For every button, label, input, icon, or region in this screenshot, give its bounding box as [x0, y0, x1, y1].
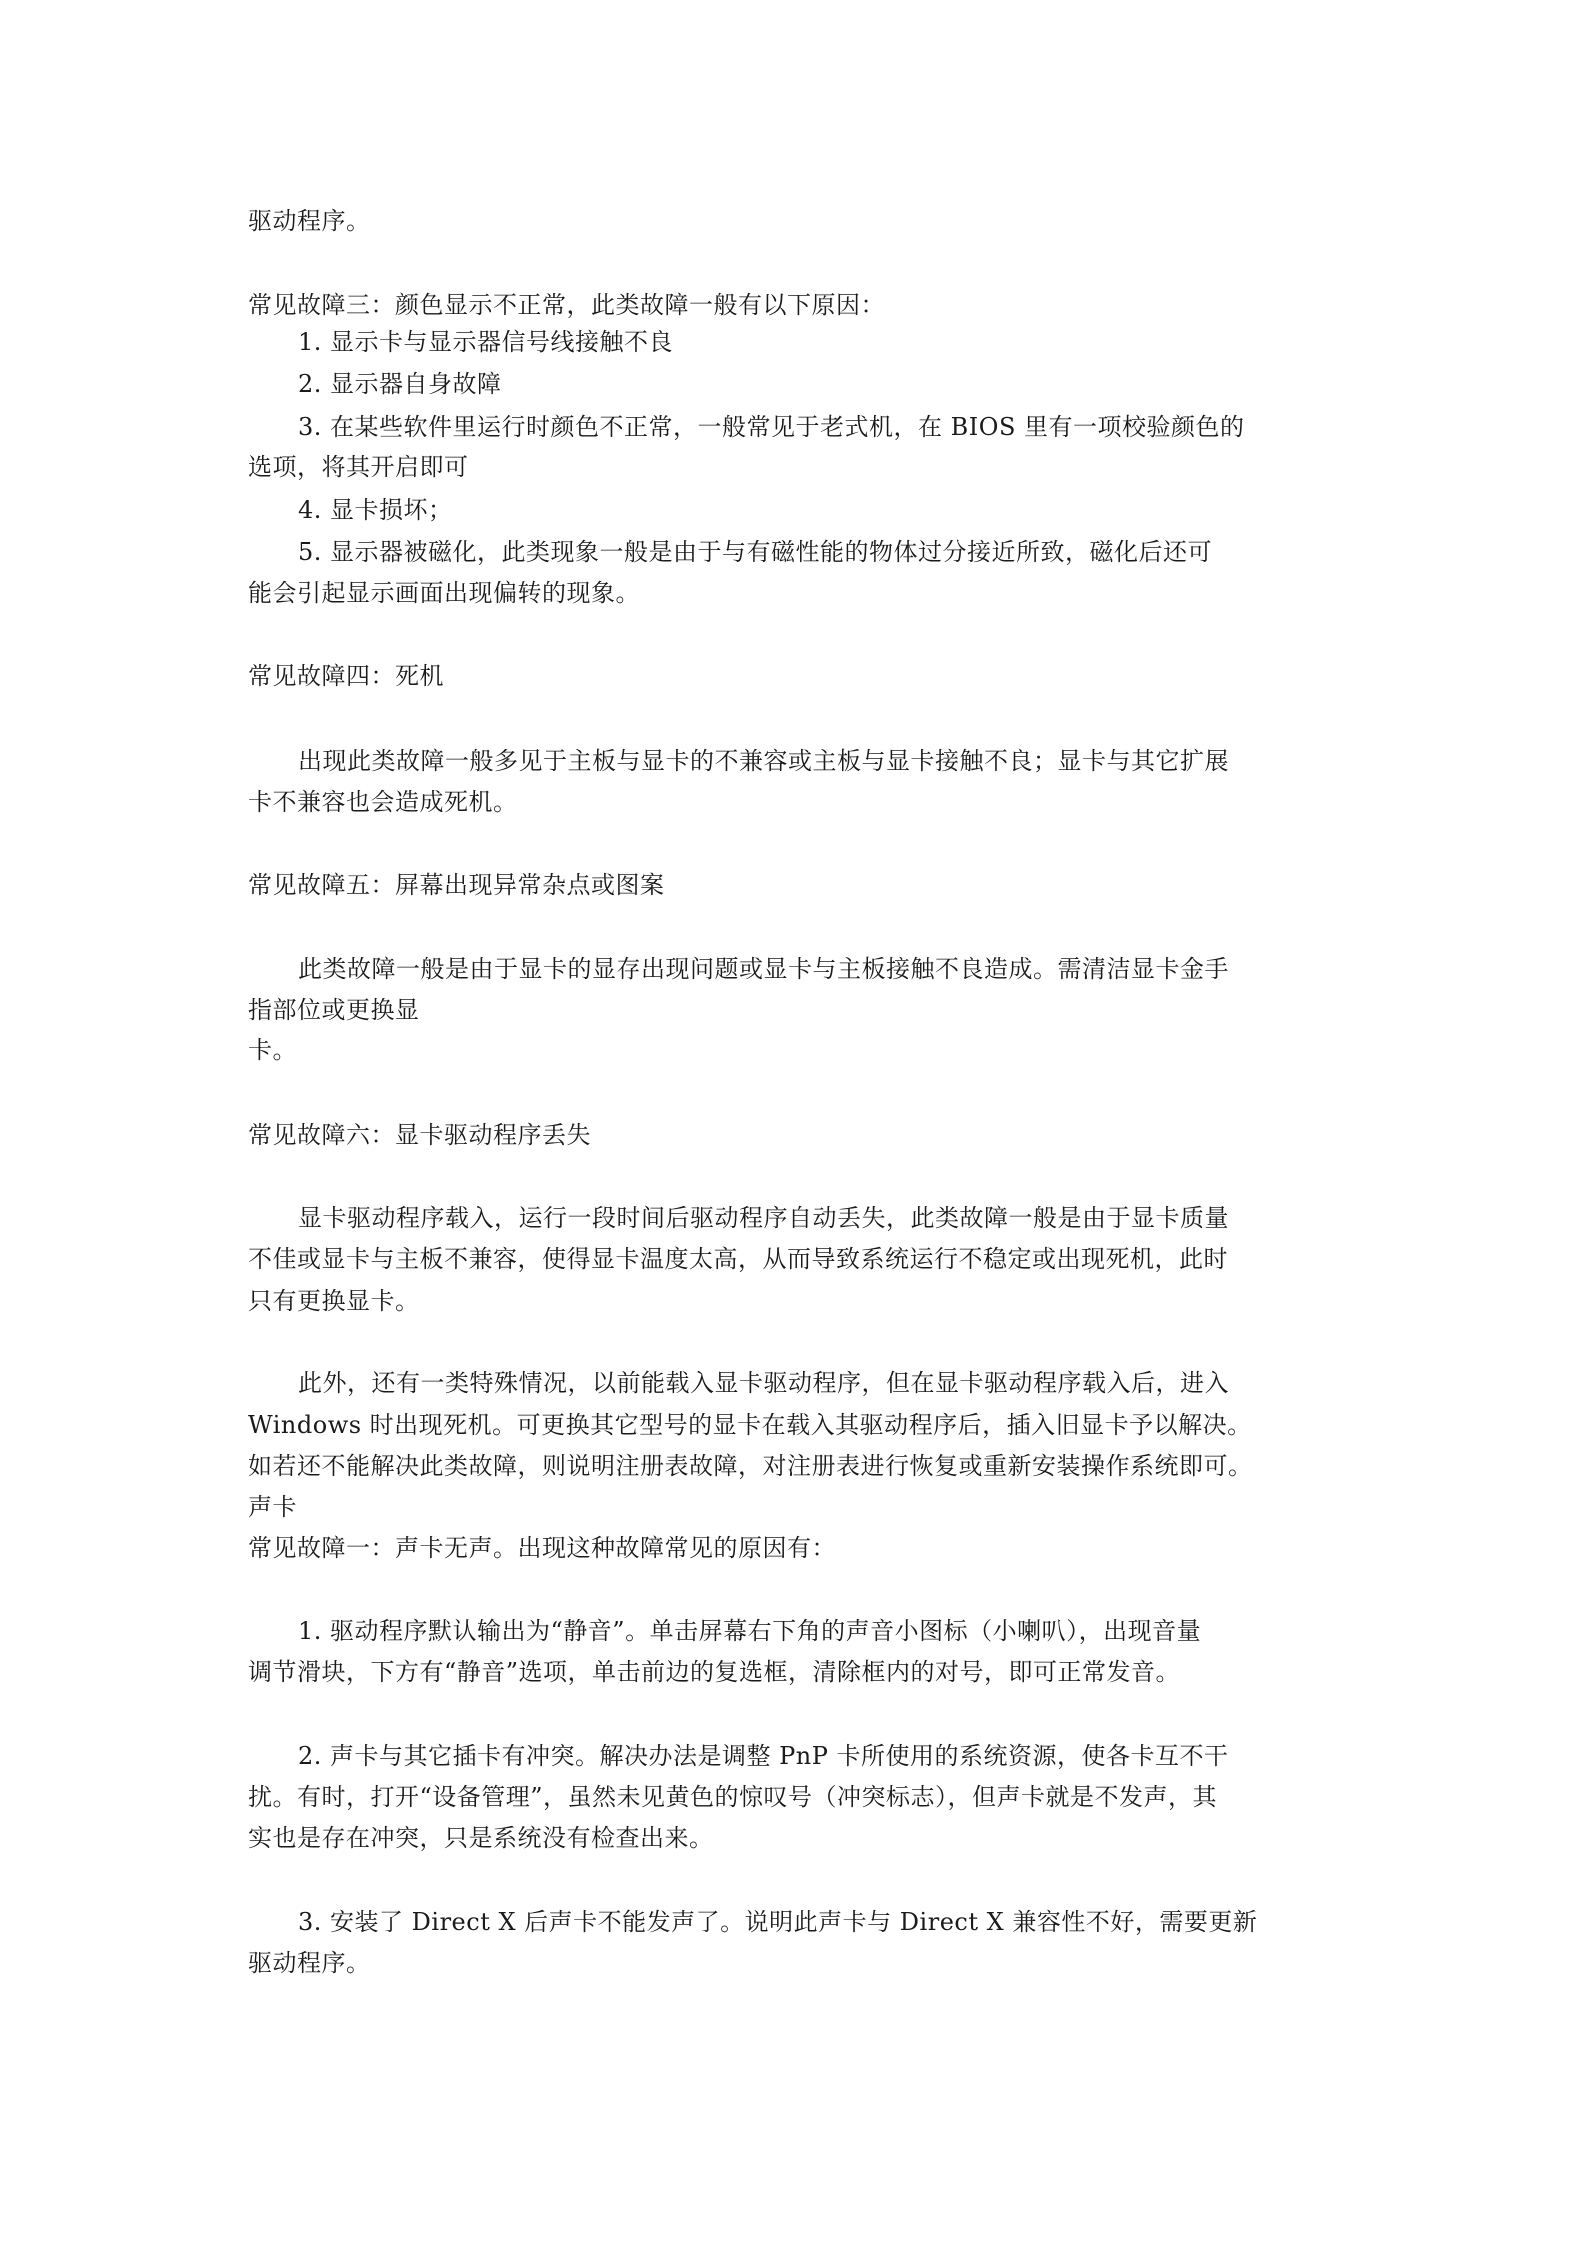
paragraph-line: 不佳或显卡与主板不兼容，使得显卡温度太高，从而导致系统运行不稳定或出现死机，此时 [248, 1245, 1228, 1273]
paragraph-line: 扰。有时，打开“设备管理”，虽然未见黄色的惊叹号（冲突标志），但声卡就是不发声，其 [248, 1783, 1218, 1811]
paragraph-line: 1. 驱动程序默认输出为“静音”。单击屏幕右下角的声音小图标（小喇叭），出现音量 [298, 1617, 1202, 1645]
paragraph-line: 此类故障一般是由于显卡的显存出现问题或显卡与主板接触不良造成。需清洁显卡金手 [298, 955, 1229, 983]
paragraph-line: 显卡驱动程序载入，运行一段时间后驱动程序自动丢失，此类故障一般是由于显卡质量 [298, 1204, 1229, 1232]
section-heading: 常见故障三：颜色显示不正常，此类故障一般有以下原因： [248, 291, 885, 319]
paragraph-line: 只有更换显卡。 [248, 1287, 420, 1315]
paragraph-line: 调节滑块，下方有“静音”选项，单击前边的复选框，清除框内的对号，即可正常发音。 [248, 1658, 1181, 1686]
paragraph-line: 指部位或更换显 [248, 996, 420, 1024]
section-heading: 常见故障五：屏幕出现异常杂点或图案 [248, 871, 665, 899]
list-item: 1. 显示卡与显示器信号线接触不良 [298, 328, 674, 356]
paragraph-line: Windows 时出现死机。可更换其它型号的显卡在载入其驱动程序后，插入旧显卡予以解决。 [248, 1411, 1252, 1439]
list-item: 5. 显示器被磁化，此类现象一般是由于与有磁性能的物体过分接近所致，磁化后还可 [298, 538, 1213, 566]
paragraph-line: 此外，还有一类特殊情况，以前能载入显卡驱动程序，但在显卡驱动程序载入后，进入 [298, 1369, 1229, 1397]
text-line: 选项，将其开启即可 [248, 453, 469, 481]
list-item: 4. 显卡损坏； [298, 496, 453, 524]
paragraph-line: 卡。 [248, 1036, 297, 1064]
paragraph-line: 驱动程序。 [248, 1949, 371, 1977]
paragraph-line: 实也是存在冲突，只是系统没有检查出来。 [248, 1824, 714, 1852]
list-item: 2. 显示器自身故障 [298, 370, 502, 398]
list-item: 3. 在某些软件里运行时颜色不正常，一般常见于老式机，在 BIOS 里有一项校验颜色的 [298, 413, 1245, 441]
text-line: 能会引起显示画面出现偏转的现象。 [248, 579, 640, 607]
section-heading: 常见故障四：死机 [248, 662, 444, 690]
section-heading: 常见故障六：显卡驱动程序丢失 [248, 1121, 591, 1149]
paragraph-line: 卡不兼容也会造成死机。 [248, 788, 518, 816]
paragraph-line: 2. 声卡与其它插卡有冲突。解决办法是调整 PnP 卡所使用的系统资源，使各卡互不干 [298, 1742, 1229, 1770]
paragraph-line: 出现此类故障一般多见于主板与显卡的不兼容或主板与显卡接触不良；显卡与其它扩展 [298, 747, 1229, 775]
section-heading: 声卡 [248, 1493, 297, 1521]
paragraph-line: 3. 安装了 Direct X 后声卡不能发声了。说明此声卡与 Direct X 兼容性不好，需要更新 [298, 1908, 1258, 1936]
text-line: 驱动程序。 [248, 207, 371, 235]
section-heading: 常见故障一：声卡无声。出现这种故障常见的原因有： [248, 1534, 836, 1562]
paragraph-line: 如若还不能解决此类故障，则说明注册表故障，对注册表进行恢复或重新安装操作系统即可。 [248, 1452, 1253, 1480]
